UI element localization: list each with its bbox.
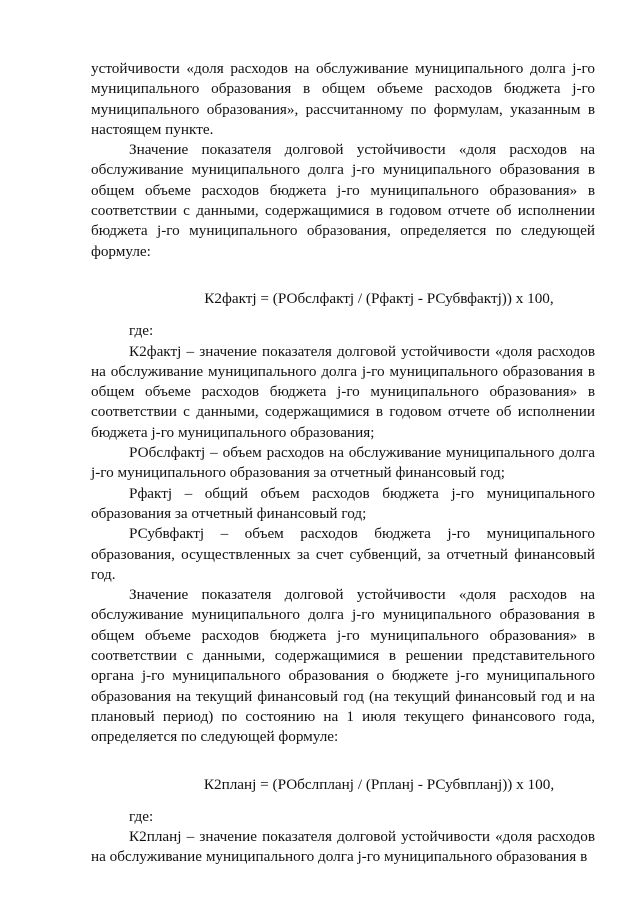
paragraph-fact-description: Значение показателя долговой устойчивости «доля расходов на обслуживание муниципального долга j-го муниципального образования в общем объеме расходов бюджета j-го муниципального образования» в соответствии с данными, содержащимися в годовом отчете об исполнении бюджета j-го муниципального образования, определяется по следующей формуле: — [91, 141, 595, 260]
formula-k2-plan: К2планj = (РОбслпланj / (Рпланj - РСубвпланj)) х 100, — [203, 775, 555, 793]
paragraph-plan-description: Значение показателя долговой устойчивости «доля расходов на обслуживание муниципального долга j-го муниципального образования в общем объеме расходов бюджета j-го муниципального образования» в соответствии с данными, содержащимися в решении представительного органа j-го муниципального образования о бюджете j-го муниципального образования на текущий финансовый год (на текущий финансовый год и на плановый период) по состоянию на 1 июля текущего финансового года, определяется по следующей формуле: — [91, 586, 595, 746]
where-label-2: где: — [129, 807, 154, 825]
definition-rsubv-fact: РСубвфактj – объем расходов бюджета j-го муниципального образования, осуществленных за счет субвенций, за отчетный финансовый год. — [91, 525, 595, 583]
definition-k2-fact: К2фактj – значение показателя долговой устойчивости «доля расходов на обслуживание муниципального долга j-го муниципального образования в общем объеме расходов бюджета j-го муниципального образования» в соответствии с данными, содержащимися в годовом отчете об исполнении бюджета j-го муниципального образования; — [91, 342, 595, 441]
paragraph-intro: устойчивости «доля расходов на обслуживание муниципального долга j-го муниципального образования в общем объеме расходов бюджета j-го муниципального образования», рассчитанному по формулам, указанным в настоящем пункте. — [91, 60, 595, 138]
definition-r-fact: Рфактj – общий объем расходов бюджета j-го муниципального образования за отчетный финансовый год; — [91, 484, 595, 522]
definition-k2-plan: К2планj – значение показателя долговой устойчивости «доля расходов на обслуживание муниципального долга j-го муниципального образования в — [91, 828, 595, 866]
formula-k2-fact: К2фактj = (РОбслфактj / (Рфактj - РСубвфактj)) х 100, — [204, 289, 554, 307]
document-page — [91, 59, 595, 868]
where-label-1: где: — [129, 322, 154, 340]
definition-robsl-fact: РОбслфактj – объем расходов на обслуживание муниципального долга j-го муниципального образования за отчетный финансовый год; — [91, 444, 595, 482]
